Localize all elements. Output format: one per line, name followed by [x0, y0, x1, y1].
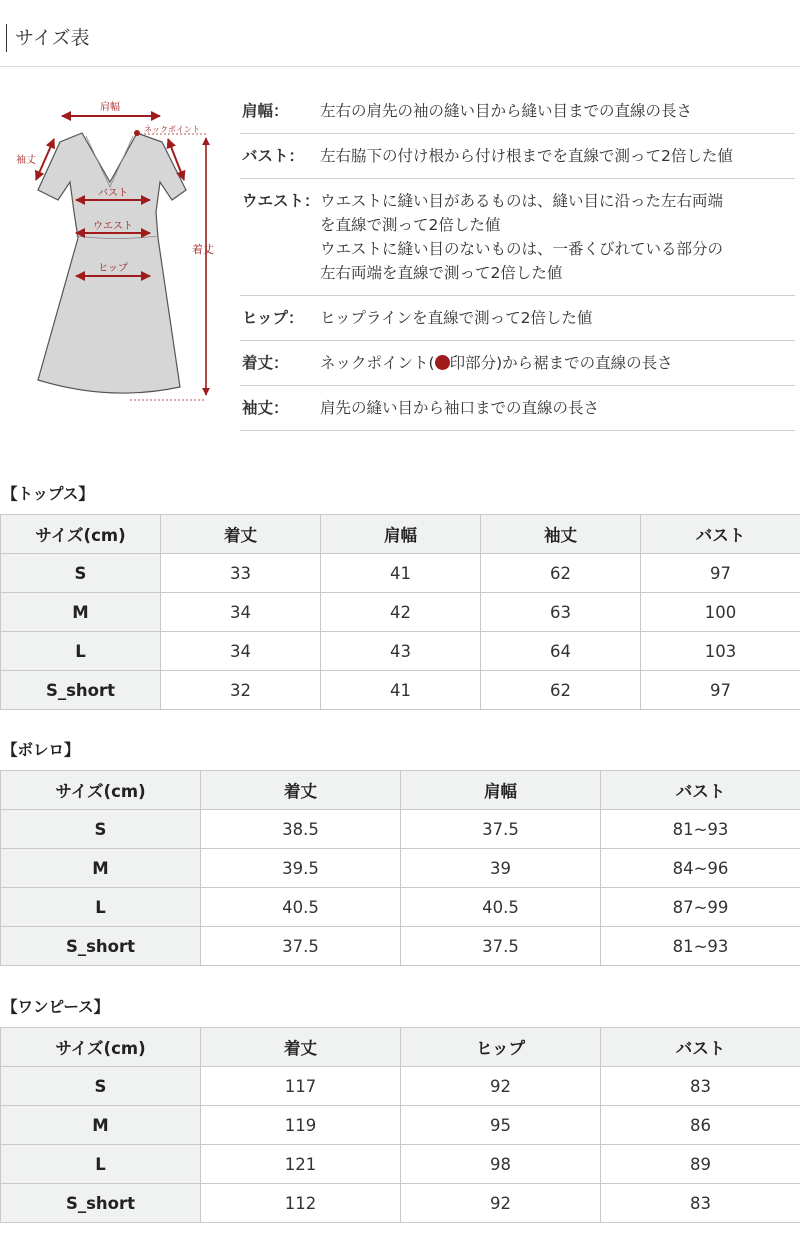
size-table-bolero: [0, 770, 800, 966]
measurement-cell: 83: [601, 1067, 800, 1106]
definition-term: ウエスト：: [242, 192, 320, 210]
size-label-cell: L: [1, 1145, 201, 1184]
measurement-cell: 62: [481, 671, 641, 710]
table-row: [1, 1106, 800, 1145]
measurement-cell: 37.5: [401, 810, 601, 849]
measurement-cell: 81~93: [601, 810, 800, 849]
measurement-cell: 86: [601, 1106, 800, 1145]
table-row: [1, 671, 800, 710]
table-row: [1, 593, 800, 632]
column-header: 肩幅: [401, 771, 601, 810]
measurement-cell: 112: [201, 1184, 401, 1223]
measurement-cell: 39.5: [201, 849, 401, 888]
definition-waist: [240, 179, 795, 296]
definition-term: 袖丈：: [242, 399, 289, 417]
size-label-cell: M: [1, 593, 161, 632]
column-header: 着丈: [161, 515, 321, 554]
page-title: サイズ表: [6, 24, 89, 52]
measurement-cell: 100: [641, 593, 800, 632]
size-label-cell: M: [1, 1106, 201, 1145]
measurement-cell: 83: [601, 1184, 800, 1223]
label-length: 着丈: [192, 243, 214, 256]
column-header: 肩幅: [321, 515, 481, 554]
measurement-cell: 42: [321, 593, 481, 632]
definition-text: ウエストに縫い目があるものは、縫い目に沿った左右両端 を直線で測って2倍した値 ウエストに縫い目のないものは、一番くびれている部分の 左右両端を直線で測って2倍した値: [320, 192, 724, 282]
definition-text-after: 印部分)から裾までの直線の長さ: [449, 354, 673, 372]
definition-sleeve: [240, 386, 795, 431]
section-title-bolero: 【ボレロ】: [2, 741, 80, 759]
table-header-row: [1, 771, 800, 810]
definition-text: 肩先の縫い目から袖口までの直線の長さ: [320, 399, 600, 417]
size-label-cell: M: [1, 849, 201, 888]
measurement-cell: 84~96: [601, 849, 800, 888]
table-row: [1, 632, 800, 671]
definition-bust: [240, 134, 795, 179]
size-label-cell: L: [1, 632, 161, 671]
measurement-cell: 41: [321, 671, 481, 710]
measurement-cell: 32: [161, 671, 321, 710]
label-sleeve: 袖丈: [16, 155, 36, 166]
size-label-cell: S_short: [1, 927, 201, 966]
table-row: [1, 927, 800, 966]
column-header: バスト: [601, 1028, 800, 1067]
measurement-cell: 121: [201, 1145, 401, 1184]
table-row: [1, 810, 800, 849]
definition-term: 着丈：: [242, 354, 289, 372]
neck-point-marker: [134, 130, 140, 136]
measurement-cell: 81~93: [601, 927, 800, 966]
measurement-cell: 33: [161, 554, 321, 593]
definition-term: ヒップ：: [242, 309, 304, 327]
measurement-cell: 97: [641, 671, 800, 710]
column-header: バスト: [601, 771, 800, 810]
definition-length: [240, 341, 795, 386]
measurement-cell: 34: [161, 593, 321, 632]
measurement-cell: 97: [641, 554, 800, 593]
measurement-cell: 64: [481, 632, 641, 671]
table-row: [1, 1184, 800, 1223]
measurement-cell: 98: [401, 1145, 601, 1184]
section-title-tops: 【トップス】: [2, 485, 94, 503]
column-header: サイズ(cm): [1, 515, 161, 554]
size-label-cell: S: [1, 1067, 201, 1106]
definition-text: 左右脇下の付け根から付け根までを直線で測って2倍した値: [320, 147, 733, 165]
definition-text: [320, 351, 795, 375]
measurement-cell: 92: [401, 1067, 601, 1106]
measurement-definitions: [240, 90, 795, 431]
definition-text: ヒップラインを直線で測って2倍した値: [320, 309, 593, 327]
table-row: [1, 1145, 800, 1184]
size-label-cell: S: [1, 810, 201, 849]
label-hip: ヒップ: [98, 263, 128, 274]
table-row: [1, 554, 800, 593]
definition-hip: [240, 296, 795, 341]
garment-diagram: [0, 90, 230, 420]
column-header: 袖丈: [481, 515, 641, 554]
column-header: サイズ(cm): [1, 1028, 201, 1067]
table-row: [1, 1067, 800, 1106]
column-header: 着丈: [201, 1028, 401, 1067]
size-table-tops: [0, 514, 800, 710]
column-header: ヒップ: [401, 1028, 601, 1067]
table-header-row: [1, 515, 800, 554]
definition-shoulder: [240, 90, 795, 134]
neck-point-dot-icon: [435, 355, 450, 370]
measurement-cell: 63: [481, 593, 641, 632]
measurement-cell: 119: [201, 1106, 401, 1145]
title-divider: [0, 66, 800, 67]
definition-term: 肩幅：: [242, 102, 289, 120]
measurement-cell: 38.5: [201, 810, 401, 849]
label-bust: バスト: [98, 188, 128, 199]
section-title-onepiece: 【ワンピース】: [2, 998, 110, 1016]
column-header: 着丈: [201, 771, 401, 810]
measurement-cell: 41: [321, 554, 481, 593]
measurement-cell: 43: [321, 632, 481, 671]
table-row: [1, 888, 800, 927]
label-neck-point: ネックポイント: [144, 125, 200, 134]
dress-illustration: [0, 90, 230, 420]
size-label-cell: S_short: [1, 1184, 201, 1223]
size-label-cell: S: [1, 554, 161, 593]
measurement-cell: 92: [401, 1184, 601, 1223]
size-label-cell: S_short: [1, 671, 161, 710]
measurement-cell: 39: [401, 849, 601, 888]
measurement-cell: 37.5: [401, 927, 601, 966]
measurement-cell: 95: [401, 1106, 601, 1145]
size-table-onepiece: [0, 1027, 800, 1223]
measurement-cell: 40.5: [401, 888, 601, 927]
column-header: サイズ(cm): [1, 771, 201, 810]
definition-text: 左右の肩先の袖の縫い目から縫い目までの直線の長さ: [320, 102, 693, 120]
measurement-cell: 34: [161, 632, 321, 671]
table-row: [1, 849, 800, 888]
size-label-cell: L: [1, 888, 201, 927]
table-header-row: [1, 1028, 800, 1067]
measurement-cell: 62: [481, 554, 641, 593]
label-waist: ウエスト: [93, 221, 133, 232]
measurement-cell: 37.5: [201, 927, 401, 966]
measurement-cell: 87~99: [601, 888, 800, 927]
measurement-cell: 103: [641, 632, 800, 671]
label-shoulder: 肩幅: [100, 102, 120, 113]
measurement-cell: 40.5: [201, 888, 401, 927]
measurement-cell: 117: [201, 1067, 401, 1106]
definition-term: バスト：: [242, 147, 305, 165]
column-header: バスト: [641, 515, 800, 554]
definition-text-before: ネックポイント(: [320, 354, 435, 372]
measurement-cell: 89: [601, 1145, 800, 1184]
